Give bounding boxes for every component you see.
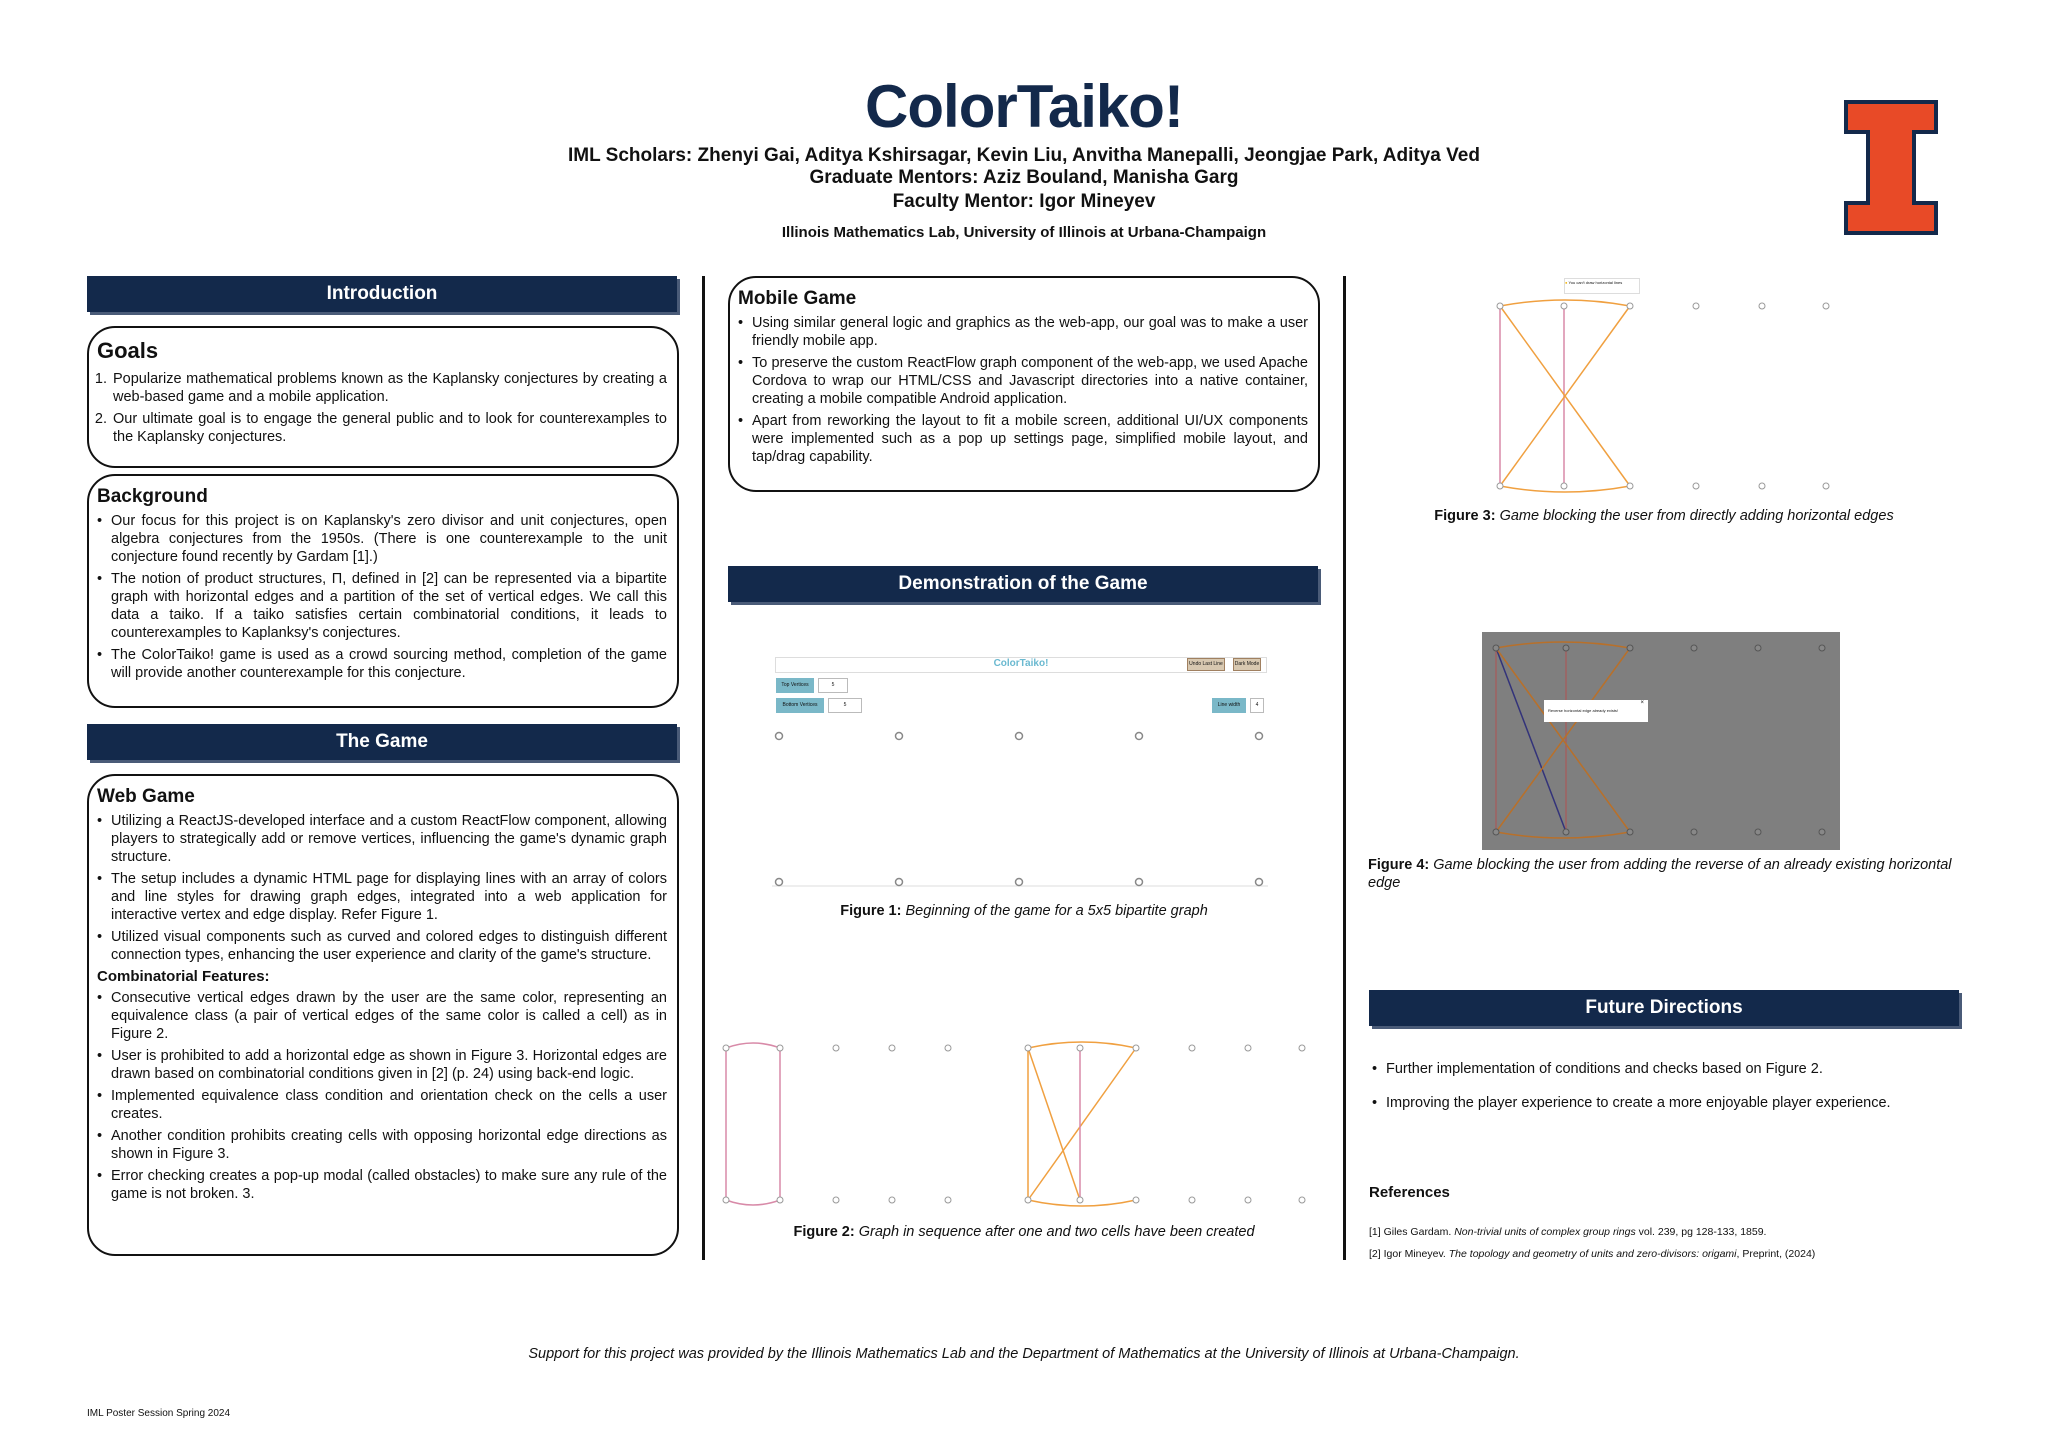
mobile-item: • Apart from reworking the layout to fit a mobile screen, additional UI/UX components were implemented such as a pop up settings page, simplified mobile layout, and tap/drag capability.	[752, 412, 1308, 466]
comb-item: • Implemented equivalence class condition and orientation check on the cells a user creates.	[111, 1087, 667, 1123]
illinois-logo-icon	[1844, 100, 1938, 235]
fig2-horizontal-edge	[726, 1200, 780, 1205]
bottom-vertices-input[interactable]: 5	[828, 698, 862, 713]
combinatorial-list	[97, 989, 667, 1203]
fig1-label: Figure 1:	[840, 903, 902, 919]
fig2-cross-edge	[1028, 1048, 1136, 1200]
goal-item: 1. Popularize mathematical problems known as the Kaplansky conjectures by creating a web-based game and a mobile application.	[111, 370, 667, 406]
future-directions-header: Future Directions	[1369, 990, 1959, 1026]
background-title: Background	[97, 486, 208, 507]
future-list	[1386, 1060, 1966, 1116]
bottom-vertices-label: Bottom Vertices	[776, 698, 824, 713]
figure-3	[1492, 276, 1852, 496]
mobile-game-box	[728, 276, 1320, 492]
grad-mentors-line: Graduate Mentors: Aziz Bouland, Manisha Garg	[809, 167, 1239, 188]
bottom-vertex[interactable]	[1136, 879, 1143, 886]
goals-box	[87, 326, 679, 468]
background-list	[97, 512, 667, 682]
bottom-vertex[interactable]	[1256, 879, 1263, 886]
faculty-mentor-line: Faculty Mentor: Igor Mineyev	[892, 191, 1156, 212]
top-vertex[interactable]	[1136, 733, 1143, 740]
combinatorial-title: Combinatorial Features:	[97, 968, 270, 985]
warning-icon: ●	[1565, 280, 1568, 285]
line-width-label: Line width	[1212, 698, 1246, 713]
fig4-text: Game blocking the user from adding the reverse of an already existing horizontal edge	[1368, 857, 1952, 891]
background-item: • Our focus for this project is on Kaplansky's zero divisor and unit conjectures, open algebra conjectures from the 1950s. (There is one counterexample to the unit conjecture found recently by Gardam [1].)	[111, 512, 667, 566]
fig4-modal	[1544, 700, 1648, 722]
web-game-title: Web Game	[97, 786, 195, 807]
figure-4	[1482, 632, 1840, 850]
top-vertices-input[interactable]: 5	[818, 678, 848, 693]
goals-title: Goals	[97, 338, 159, 363]
web-item: • The setup includes a dynamic HTML page for displaying lines with an array of colors and line styles for drawing graph edges, integrated into a web application for interactive vertex and edge display. Refer Figure 1.	[111, 870, 667, 924]
bottom-vertex[interactable]	[896, 879, 903, 886]
top-vertex[interactable]	[896, 733, 903, 740]
figure-2-caption	[728, 1224, 1320, 1240]
bottom-vertex[interactable]	[776, 879, 783, 886]
ref1-title: Non-trivial units of complex group rings	[1454, 1226, 1636, 1238]
fig2-horizontal-edge	[726, 1043, 780, 1048]
web-game-box	[87, 774, 679, 1256]
ref1-detail: vol. 239, pg 128-133, 1859.	[1638, 1226, 1767, 1238]
ref2-author: [2] Igor Mineyev.	[1369, 1248, 1446, 1260]
references-title: References	[1369, 1184, 1450, 1201]
poster-title: ColorTaiko!	[865, 73, 1183, 140]
web-item: • Utilizing a ReactJS-developed interface and a custom ReactFlow component, allowing players to strategically add or remove vertices, influencing the game's dynamic graph structure.	[111, 812, 667, 866]
fig3-label: Figure 3:	[1434, 508, 1496, 524]
fig2-cross-edge	[1028, 1048, 1080, 1200]
top-vertex[interactable]	[1256, 733, 1263, 740]
undo-last-line-button[interactable]: Undo Last Line	[1187, 658, 1225, 671]
column-divider-right	[1343, 276, 1346, 1260]
mobile-item: • To preserve the custom ReactFlow graph component of the web-app, we used Apache Cordova to wrap our HTML/CSS and Javascript directories into a native container, creating a mobile compatible Android application.	[752, 354, 1308, 408]
affiliation: Illinois Mathematics Lab, University of Illinois at Urbana-Champaign	[781, 224, 1267, 241]
mobile-list	[738, 314, 1308, 466]
ref2-title: The topology and geometry of units and zero-divisors: origami	[1448, 1248, 1737, 1260]
fig4-blue-edge	[1496, 648, 1566, 832]
figure-4-caption	[1368, 856, 1968, 892]
figure-3-caption	[1368, 508, 1960, 524]
background-item: • The ColorTaiko! game is used as a crowd sourcing method, completion of the game will provide another counterexample for this conjecture.	[111, 646, 667, 682]
figure-2	[718, 1038, 1310, 1210]
fig2-label: Figure 2:	[793, 1224, 855, 1240]
reference-1	[1369, 1226, 1969, 1238]
top-vertex[interactable]	[776, 733, 783, 740]
close-icon[interactable]: ×	[1640, 700, 1644, 706]
column-divider-left	[702, 276, 705, 1260]
support-acknowledgement: Support for this project was provided by the Illinois Mathematics Lab and the Department of Mathematics at the University of Illinois at Urbana-Champaign.	[528, 1346, 1520, 1362]
fig3-text: Game blocking the user from directly adding horizontal edges	[1499, 508, 1894, 524]
ref2-detail: , Preprint, (2024)	[1736, 1248, 1816, 1260]
fig4-modal-text: Reverse horizontal edge already exists!	[1548, 708, 1619, 713]
background-item: • The notion of product structures, Π, defined in [2] can be represented via a bipartite graph with horizontal edges and a partition of the set of vertical edges. We call this data a taiko. If a taiko satisfies certain combinatorial conditions, it leads to counterexamples to Kaplanksy's conjectures.	[111, 570, 667, 642]
future-item: • Improving the player experience to create a more enjoyable player experience.	[1386, 1094, 1966, 1112]
ref1-author: [1] Giles Gardam.	[1369, 1226, 1452, 1238]
comb-item: • Consecutive vertical edges drawn by the user are the same color, representing an equivalence class (a pair of vertical edges of the same color is called a cell) as in Figure 2.	[111, 989, 667, 1043]
goals-list	[97, 370, 667, 446]
top-vertex[interactable]	[1016, 733, 1023, 740]
fig1-text: Beginning of the game for a 5x5 bipartite graph	[905, 903, 1208, 919]
web-item: • Utilized visual components such as curved and colored edges to distinguish different connection types, enhancing the user experience and clarity of the game's structure.	[111, 928, 667, 964]
dark-mode-button[interactable]: Dark Mode	[1233, 658, 1261, 671]
scholars-line: IML Scholars: Zhenyi Gai, Aditya Kshirsagar, Kevin Liu, Anvitha Manepalli, Jeongjae Park, Aditya Ved	[568, 145, 1480, 166]
comb-item: • User is prohibited to add a horizontal edge as shown in Figure 3. Horizontal edges are drawn based on combinatorial conditions given in [2] (p. 24) using back-end logic.	[111, 1047, 667, 1083]
comb-item: • Another condition prohibits creating cells with opposing horizontal edge directions as shown in Figure 3.	[111, 1127, 667, 1163]
introduction-header: Introduction	[87, 276, 677, 312]
web-game-list	[97, 812, 667, 964]
line-width-input[interactable]: 4	[1250, 698, 1264, 713]
fig1-graph	[772, 654, 1268, 894]
app-title-bar: ColorTaiko!	[775, 657, 1267, 673]
fig4-label: Figure 4:	[1368, 857, 1430, 873]
figure-1	[772, 654, 1268, 894]
reference-2	[1369, 1248, 1969, 1260]
session-label: IML Poster Session Spring 2024	[87, 1408, 231, 1419]
bottom-vertex[interactable]	[1016, 879, 1023, 886]
future-item: • Further implementation of conditions and checks based on Figure 2.	[1386, 1060, 1966, 1078]
figure-1-caption	[728, 903, 1320, 919]
comb-item: • Error checking creates a pop-up modal (called obstacles) to make sure any rule of the game is not broken. 3.	[111, 1167, 667, 1203]
background-box	[87, 474, 679, 708]
game-header: The Game	[87, 724, 677, 760]
goal-item: 2. Our ultimate goal is to engage the general public and to look for counterexamples to the Kaplansky conjectures.	[111, 410, 667, 446]
fig2-text: Graph in sequence after one and two cells have been created	[858, 1224, 1255, 1240]
fig3-toast-text: You can't draw horizontal lines	[1568, 280, 1623, 285]
top-vertices-label: Top Vertices	[776, 678, 814, 693]
mobile-game-title: Mobile Game	[738, 288, 857, 309]
demo-header: Demonstration of the Game	[728, 566, 1318, 602]
mobile-item: • Using similar general logic and graphics as the web-app, our goal was to make a user friendly mobile app.	[752, 314, 1308, 350]
